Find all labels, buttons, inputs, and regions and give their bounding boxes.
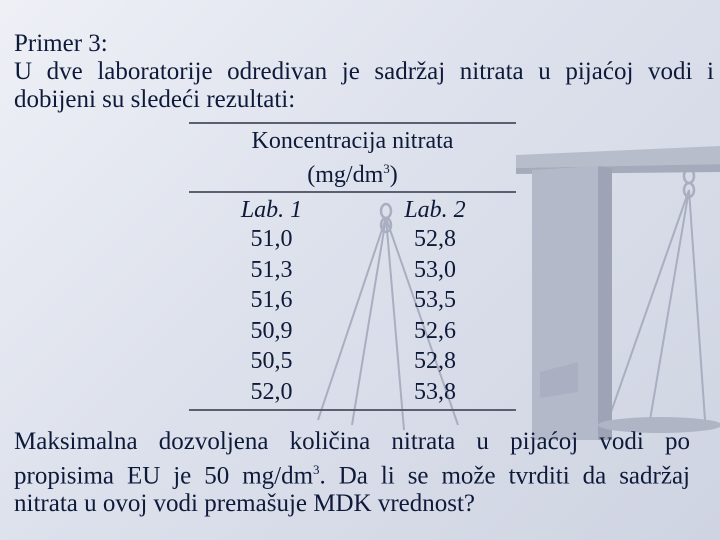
question-line-3: nitrata u ovoj vodi premašuje MDK vrednost? <box>14 490 476 518</box>
intro-line-2: dobijeni su sledeći rezultati: <box>14 86 296 113</box>
table-row <box>189 255 516 286</box>
cell-lab-1: 51,0 <box>250 226 293 252</box>
cell-lab-2: 53,5 <box>414 287 456 313</box>
cell-lab-1: 50,5 <box>250 348 293 374</box>
column-header-lab-1: Lab. 1 <box>240 197 303 223</box>
table-row <box>189 346 516 377</box>
table-row <box>189 377 516 408</box>
column-header-lab-2: Lab. 2 <box>404 197 466 223</box>
table-body <box>189 224 516 409</box>
table-row <box>189 316 516 347</box>
question-line-2: propisima EU je 50 $mg/dm^3$. Da li se može tvrditi da sadržaj <box>14 462 690 490</box>
table-header-unit: $(mg/dm^3)$ <box>307 161 398 188</box>
table-header-title: Koncentracija nitrata <box>251 128 454 154</box>
table-row <box>189 285 516 316</box>
cell-lab-2: 52,8 <box>414 226 456 252</box>
slide-title: Primer 3: <box>14 30 108 57</box>
cell-lab-1: 51,6 <box>250 287 293 313</box>
cell-lab-1: 51,3 <box>250 256 293 283</box>
table-header <box>189 124 516 191</box>
table-row <box>189 224 516 255</box>
table-column-headers <box>189 193 516 224</box>
cell-lab-2: 53,8 <box>414 378 456 405</box>
question-text <box>14 428 690 518</box>
cell-lab-1: 50,9 <box>250 317 293 344</box>
cell-lab-1: 52,0 <box>250 378 293 405</box>
table-bottom-rule <box>189 409 516 411</box>
nitrate-table <box>189 122 516 411</box>
cell-lab-2: 53,0 <box>414 256 456 283</box>
intro-line-1: U dve laboratorije odredivan je sadržaj nitrata u pijaćoj vodi i <box>14 58 714 85</box>
cell-lab-2: 52,8 <box>414 348 456 374</box>
slide-header <box>14 30 714 114</box>
cell-lab-2: 52,6 <box>414 317 456 344</box>
question-line-1: Maksimalna dozvoljena količina nitrata u pijaćoj vodi po <box>14 428 690 455</box>
